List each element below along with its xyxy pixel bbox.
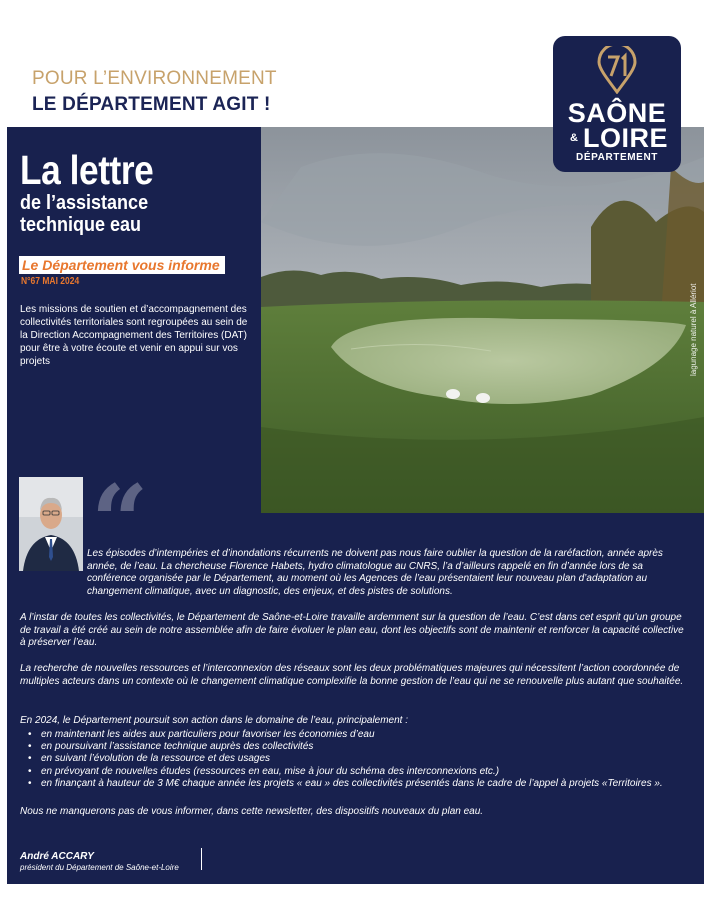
quote-mark: “ bbox=[91, 463, 149, 581]
intro-text: Les missions de soutien et d’accompagnement des collectivités territoriales sont regroupées au sein de la Direction Accompagnement des Territoires (DAT) pour être à votre écoute et venir en appui sur vos projets bbox=[20, 304, 248, 367]
editorial-paragraph-4: En 2024, le Département poursuit son action dans le domaine de l’eau, principalement : bbox=[20, 715, 409, 726]
department-logo[interactable] bbox=[553, 36, 681, 172]
subtitle-line-2: technique eau bbox=[20, 214, 142, 236]
header-kicker: POUR L’ENVIRONNEMENT bbox=[32, 68, 277, 89]
lagoon-photo bbox=[261, 127, 704, 513]
action-list-item: • en prévoyant de nouvelles études (ressources en eau, mise à jour du schéma des interconnexions etc.) bbox=[20, 766, 690, 778]
action-list-item: • en poursuivant l’assistance technique auprès des collectivités bbox=[20, 741, 690, 753]
newsletter-subtitle bbox=[20, 192, 148, 236]
editorial-paragraph-2: A l’instar de toutes les collectivités, le Département de Saône-et-Loire travaille ardemment sur la question de l’eau. C’est dans cet esprit qu’un groupe de travail a été créé au sein de notre assemblée afin de faire évoluer le plan eau, dont les objectifs sont de maintenir et renforcer la capacité collective à préserver l’eau. bbox=[20, 612, 684, 648]
editorial-paragraph-1: Les épisodes d’intempéries et d’inondations récurrents ne doivent pas nous faire oublier la question de la raréfaction, année après année, de l’eau. La chercheuse Florence Habets, hydro climatologue au CNRS, l’a d’ailleurs rappelé en fin d’année lors de sa conférence organisée par le Département, au moment où les Agences de l’eau présentaient leur nouveau plan d’adaptation au changement climatique, avec un diagnostic, des enjeux, et des pistes de solutions. bbox=[87, 548, 663, 597]
subtitle-line-1: de l’assistance bbox=[20, 192, 149, 214]
editorial-paragraph-5: Nous ne manquerons pas de vous informer, dans cette newsletter, des dispositifs nouveaux du plan eau. bbox=[20, 806, 484, 817]
photo-credit: lagunage naturel à Allériot bbox=[689, 283, 698, 376]
editorial-paragraph-3: La recherche de nouvelles ressources et l’interconnexion des réseaux sont les deux problématiques majeures qui nécessitent l’action coordonnée de multiples acteurs dans un contexte où le changement climatique complexifie la bonne gestion de l’eau qui ne se renouvelle plus autant que souhaitée. bbox=[20, 663, 684, 687]
informe-label: Le Département vous informe bbox=[19, 256, 225, 274]
action-list bbox=[20, 729, 690, 790]
issue-number: N°67 MAI 2024 bbox=[21, 276, 80, 287]
logo-line-saone: SAÔNE bbox=[567, 98, 667, 128]
header-tagline: LE DÉPARTEMENT AGIT ! bbox=[32, 94, 271, 115]
action-list-item: • en suivant l’évolution de la ressource et des usages bbox=[20, 753, 690, 765]
action-list-item: • en maintenant les aides aux particuliers pour favoriser les économies d’eau bbox=[20, 729, 690, 741]
action-list-item: • en finançant à hauteur de 3 M€ chaque année les projets « eau » des collectivités présentés dans le cadre de l’appel à projets «Territoires ». bbox=[20, 778, 690, 790]
department-emblem-icon bbox=[596, 46, 638, 94]
author-portrait bbox=[19, 477, 83, 571]
logo-line-loire: LOIRE bbox=[583, 123, 669, 153]
newsletter-title: La lettre bbox=[20, 147, 154, 193]
logo-ampersand: & bbox=[570, 132, 578, 144]
logo-line-departement: DÉPARTEMENT bbox=[576, 152, 658, 163]
signature-role: président du Département de Saône-et-Loire bbox=[20, 863, 179, 872]
signature-name: André ACCARY bbox=[20, 851, 94, 862]
signature-divider bbox=[201, 848, 202, 870]
